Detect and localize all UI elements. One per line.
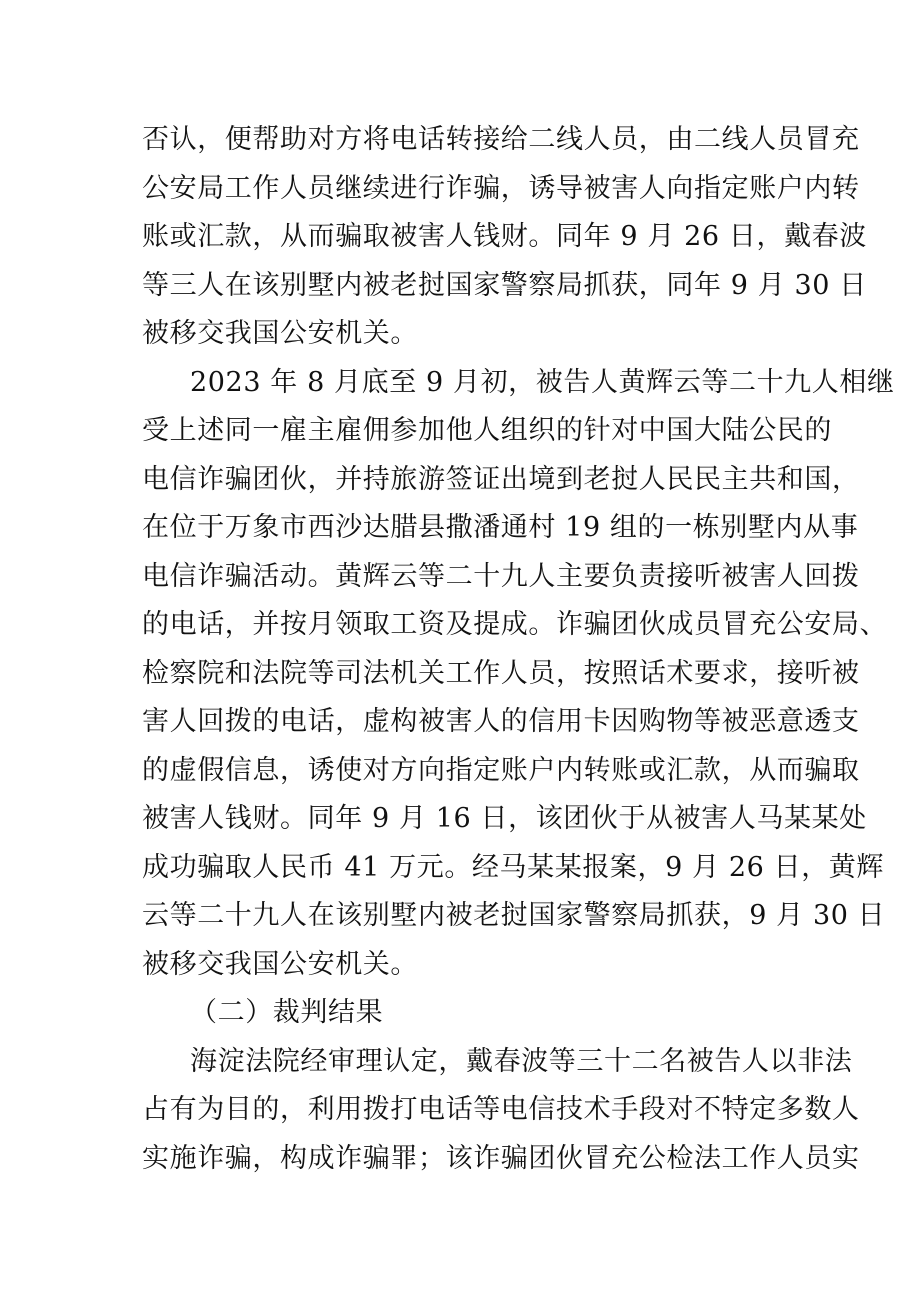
text-line: 被移交我国公安机关。 (142, 948, 418, 980)
text-line: 电信诈骗活动。黄辉云等二十九人主要负责接听被害人回拨 (142, 560, 860, 592)
text-line: 账或汇款，从而骗取被害人钱财。同年 9 月 26 日，戴春波 (142, 221, 867, 252)
paragraph-first-line: 2023 年 8 月底至 9 月初，被告人黄辉云等二十九人相继 (190, 366, 895, 398)
text-line: 的电话，并按月领取工资及提成。诈骗团伙成员冒充公安局、 (142, 609, 888, 640)
text-line: 在位于万象市西沙达腊县撒潘通村 19 组的一栋别墅内从事 (142, 512, 859, 543)
paragraph-first-line: 海淀法院经审理认定，戴春波等三十二名被告人以非法 (190, 1045, 853, 1077)
text-line: 云等二十九人在该别墅内被老挝国家警察局抓获，9 月 30 日 (142, 900, 886, 931)
text-line: 实施诈骗，构成诈骗罪；该诈骗团伙冒充公检法工作人员实 (142, 1142, 860, 1174)
text-line: 受上述同一雇主雇佣参加他人组织的针对中国大陆公民的 (142, 415, 832, 446)
text-line: 被移交我国公安机关。 (142, 318, 418, 349)
text-line: 等三人在该别墅内被老挝国家警察局抓获，同年 9 月 30 日 (142, 269, 867, 301)
text-line: 被害人钱财。同年 9 月 16 日，该团伙于从被害人马某某处 (142, 803, 867, 834)
text-line: 占有为目的，利用拨打电话等电信技术手段对不特定多数人 (142, 1094, 860, 1125)
text-line: 电信诈骗团伙，并持旅游签证出境到老挝人民民主共和国， (142, 463, 860, 495)
text-line: 否认，便帮助对方将电话转接给二线人员，由二线人员冒充 (142, 124, 860, 155)
document-body (142, 116, 895, 1183)
text-line: 公安局工作人员继续进行诈骗，诱导被害人向指定账户内转 (142, 172, 860, 204)
text-line: 成功骗取人民币 41 万元。经马某某报案，9 月 26 日，黄辉 (142, 851, 885, 883)
text-line: 的虚假信息，诱使对方向指定账户内转账或汇款，从而骗取 (142, 754, 860, 786)
text-line: 害人回拨的电话，虚构被害人的信用卡因购物等被恶意透支 (142, 706, 860, 737)
text-line: 检察院和法院等司法机关工作人员，按照话术要求，接听被 (142, 657, 860, 689)
section-heading: （二）裁判结果 (190, 997, 384, 1028)
